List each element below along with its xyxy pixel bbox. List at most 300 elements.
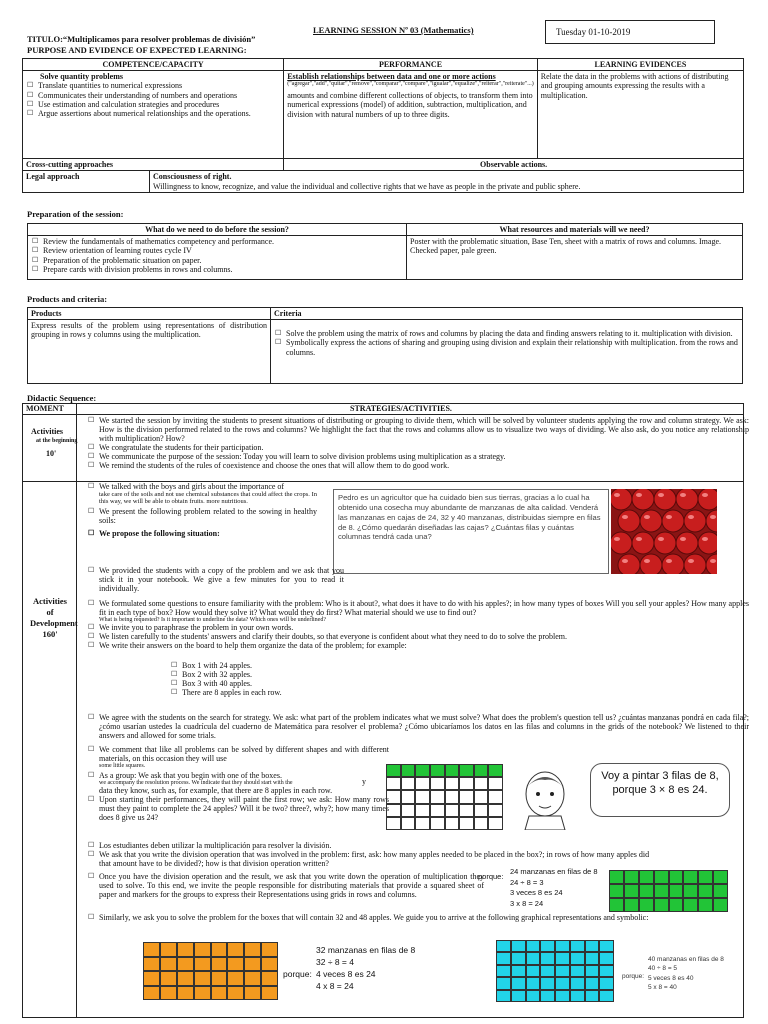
capacity-list: [26, 81, 280, 118]
apple-highlight: [680, 537, 686, 541]
grid-cell: [669, 884, 684, 898]
grid-cell: [401, 817, 416, 830]
dev-list-b: [87, 745, 389, 822]
prep-task-item: ☐ Review the fundamentals of mathematics competency and performance.: [43, 237, 403, 246]
prep-task-item: ☐ Review orientation of learning routes cycle IV: [43, 246, 403, 255]
products-col2-header: Criteria: [271, 308, 743, 320]
dev-talk-text: We talked with the boys and girls about the importance of: [99, 482, 285, 491]
moment1-sub: at the beginning: [36, 438, 78, 444]
grid-cell: [540, 952, 555, 964]
grid-cell: [430, 764, 445, 777]
grid-cell: [555, 965, 570, 977]
calc-line: 24 manzanas en filas de 8: [510, 867, 598, 876]
apple-shape: [676, 489, 698, 510]
grid-cell: [177, 986, 194, 1001]
grid-cell: [227, 942, 244, 957]
grid-cell: [430, 817, 445, 830]
apple-shape: [611, 489, 632, 510]
grid-cell: [459, 790, 474, 803]
dev-write: ☐ We write their answers on the board to help them organize the data of the problem; for example:: [99, 641, 749, 650]
moment1-title: Activities: [31, 427, 63, 436]
grid-cell: [669, 898, 684, 912]
begin-list: [87, 416, 749, 470]
evidence-cell: [537, 71, 743, 159]
grid-cell: [474, 804, 489, 817]
grid-cell: [474, 764, 489, 777]
child-illustration: [515, 764, 575, 830]
grid-cell: [585, 965, 600, 977]
grid-cell: [488, 790, 503, 803]
approach-name: Legal approach: [23, 171, 150, 191]
calc-line: 24 ÷ 8 = 3: [510, 877, 544, 887]
grid-cell: [624, 884, 639, 898]
apple-highlight: [644, 559, 650, 563]
calc-line: 32 manzanas en filas de 8: [316, 945, 416, 955]
apple-shape: [676, 532, 698, 554]
dev-copy: [99, 566, 344, 593]
calc-line: 5 x 8 = 40: [648, 984, 677, 992]
dev-questions-text: We formulated some questions to ensure familiarity with the problem: Who is it about?, what does it have to do with his apples?; in how many types of boxes Will you sell your apples? How many apples fit in each type of box? How would they solve it? What would they do first? What material should we use to find out?: [99, 599, 749, 617]
grid-cell: [511, 977, 526, 989]
grid-cell: [194, 971, 211, 986]
dev-once-list: [87, 872, 484, 899]
box-item: ☐ Box 1 with 24 apples.: [182, 661, 382, 670]
problem-text: Pedro es un agricultor que ha cuidado bien sus tierras, gracias a lo cual ha obtenido una cosecha muy abundante de manzanas de alta calidad. Venderá las manzanas en cajas de 24, 32 y 40 manzanas, distribuidas siempre en filas de 8. ¿Cómo quedarán diseñadas las cajas? ¿Cuántas filas y cuántas columnas tendrá cada una?: [338, 493, 601, 542]
product-cell: [28, 320, 271, 384]
dev-talk: [99, 482, 317, 505]
apple-shape: [618, 554, 640, 574]
grid-32-orange: [143, 942, 278, 1000]
products-heading: Products and criteria:: [27, 294, 108, 304]
grid-cell: [526, 990, 541, 1002]
grid-cell: [244, 971, 261, 986]
grid-cell: [624, 870, 639, 884]
apple-highlight: [636, 537, 642, 541]
approach-row: [23, 171, 744, 193]
apple-shape: [662, 554, 684, 574]
grid-cell: [639, 870, 654, 884]
grid-cell: [160, 957, 177, 972]
approach-title: Consciousness of right.: [153, 172, 232, 182]
moment1-time: 10': [46, 449, 57, 458]
dev-agree-list: [87, 713, 749, 740]
dev-similar-list: [87, 913, 749, 922]
grid-cell: [415, 764, 430, 777]
apple-highlight: [688, 559, 694, 563]
grid-cell: [401, 764, 416, 777]
grid-cell: [386, 790, 401, 803]
dev-once: ☐ Once you have the division operation and the result, we ask that you write down the operation of multiplication they used to solve. To this end, we invite the people responsible for distributing materials that provide a squared sheet of paper and markers for the groups to express their Representations using grids in rows and columns.: [99, 872, 484, 899]
products-table: [27, 307, 743, 384]
grid-cell: [445, 817, 460, 830]
grid-cell: [683, 884, 698, 898]
grid-cell: [654, 898, 669, 912]
strategies-header: STRATEGIES/ACTIVITIES.: [350, 404, 452, 413]
grid-24-sketch: [386, 764, 503, 830]
apple-shape: [640, 554, 662, 574]
grid-cell: [386, 764, 401, 777]
calc-line: 32 ÷ 8 = 4: [316, 956, 354, 967]
grid-cell: [540, 977, 555, 989]
grid-cell: [194, 957, 211, 972]
apple-shape: [654, 532, 676, 554]
apple-shape: [618, 510, 640, 532]
grid-cell: [609, 898, 624, 912]
apple-highlight: [636, 493, 642, 497]
dev-write-div: ☐ We ask that you write the division operation that was involved in the problem: first, ask: how many apples needed to be placed in the box?; in rows of how many apples did that amount have to be divided?; how is that division operation written?: [99, 850, 659, 868]
grid-cell: [194, 986, 211, 1001]
grid-cell: [459, 777, 474, 790]
dev-propose: ☐ We propose the following situation:: [99, 529, 317, 538]
grid-cell: [386, 817, 401, 830]
dev-group-rest: data they know, such as, for example, that there are 8 apples in each row.: [99, 786, 333, 795]
prep-task-list: [31, 237, 403, 274]
grid-cell: [540, 990, 555, 1002]
grid-cell: [698, 884, 713, 898]
grid-cell: [511, 952, 526, 964]
observable-header: Observable actions.: [284, 159, 744, 171]
cross-header: Cross-cutting approaches: [23, 159, 284, 171]
capacity-item: ☐ Use estimation and calculation strategies and procedures: [38, 100, 280, 109]
grid-cell: [261, 971, 278, 986]
grid-cell: [526, 952, 541, 964]
grid-cell: [683, 898, 698, 912]
grid-cell: [639, 898, 654, 912]
grid-cell: [430, 790, 445, 803]
titulo: TITULO:“Multiplicamos para resolver problemas de división”: [27, 34, 256, 44]
criteria-list: [274, 329, 739, 357]
apple-highlight: [680, 493, 686, 497]
grid-cell: [624, 898, 639, 912]
prep-tasks-cell: [28, 236, 407, 280]
grid-cell: [511, 990, 526, 1002]
grid-cell: [713, 898, 728, 912]
competence-header: COMPETENCE/CAPACITY: [23, 59, 284, 71]
didactic-heading: Didactic Sequence:: [27, 393, 97, 403]
grid-cell: [227, 986, 244, 1001]
calc-line: 4 x 8 = 24: [316, 980, 354, 991]
grid-cell: [585, 940, 600, 952]
calc-line: 40 manzanas en filas de 8: [648, 956, 724, 963]
dev-comment-small: some little squares.: [99, 763, 146, 769]
apple-highlight: [614, 493, 620, 497]
capacity-item: ☐ Argue assertions about numerical relationships and the operations.: [38, 109, 280, 118]
calc-line: 3 veces 8 es 24: [510, 888, 563, 897]
capacity-item: ☐ Translate quantities to numerical expressions: [38, 81, 280, 90]
prep-col1-header: What do we need to do before the session?: [28, 224, 407, 236]
grid-cell: [386, 777, 401, 790]
calc-line: 4 veces 8 es 24: [316, 968, 376, 979]
grid-cell: [401, 804, 416, 817]
grid-cell: [430, 804, 445, 817]
competence-table: [22, 58, 744, 193]
calc-24: [510, 867, 598, 909]
grid-cell: [261, 957, 278, 972]
calc-32: [316, 945, 415, 993]
grid-cell: [639, 884, 654, 898]
apple-shape: [640, 510, 662, 532]
grid-cell: [488, 764, 503, 777]
grid-cell: [496, 990, 511, 1002]
prep-col2-header: What resources and materials will we need?: [407, 224, 743, 236]
grid-cell: [488, 817, 503, 830]
begin-item: ☐ We communicate the purpose of the session: Today you will learn to solve division problems using multiplication as a strategy.: [99, 452, 749, 461]
apple-highlight: [658, 493, 664, 497]
dev-comment-text: We comment that like all problems can be solved by different shapes and with different materials, on this occasion they will use: [99, 745, 389, 763]
date-text: Tuesday 01-10-2019: [556, 27, 631, 37]
dev-intro: [87, 482, 317, 538]
dev-questions: [99, 599, 749, 623]
grid-cell: [570, 940, 585, 952]
apple-highlight: [702, 537, 708, 541]
dev-comment: [99, 745, 389, 769]
grid-cell: [555, 977, 570, 989]
grid-cell: [211, 986, 228, 1001]
grid-cell: [459, 817, 474, 830]
dev-copy-text: We provided the students with a copy of the problem and we ask that you stick it in your notebook. We give a few minutes for you to read it individually.: [99, 566, 344, 593]
grid-cell: [488, 777, 503, 790]
criteria-item: ☐ Solve the problem using the matrix of rows and columns by placing the data and finding answers relating to it. multiplication with division.: [286, 329, 739, 338]
apple-highlight: [710, 559, 716, 563]
date-box: [545, 20, 715, 44]
box-item: ☐ Box 2 with 32 apples.: [182, 670, 382, 679]
dev-group-small: we accompany the resolution process. We indicate that they should start with the: [99, 780, 293, 786]
products-col1-header: Products: [28, 308, 271, 320]
grid-cell: [143, 971, 160, 986]
grid-cell: [415, 817, 430, 830]
prep-task-item: ☐ Prepare cards with division problems in rows and columns.: [43, 265, 403, 274]
apple-highlight: [702, 493, 708, 497]
apple-shape: [698, 489, 717, 510]
grid-cell: [474, 777, 489, 790]
performance-small: ("agregar","add","quitar","remove","comparar","compare","igualar","equalize","reiterar","reiterate"...): [287, 81, 534, 88]
grid-cell: [570, 990, 585, 1002]
grid-cell: [526, 977, 541, 989]
calc-line: 40 ÷ 8 = 5: [648, 965, 678, 973]
divider: [76, 403, 77, 1018]
grid-cell: [227, 957, 244, 972]
apple-highlight: [666, 559, 672, 563]
dev-upon: ☐ Upon starting their performances, they will paint the first row; we ask: How many rows must they paint to complete the 24 apples? Will it be two? three?, why?; how many times does 8 give us 24?: [99, 795, 389, 822]
dev-group-y: y: [362, 777, 366, 786]
grid-cell: [570, 965, 585, 977]
grid-cell: [669, 870, 684, 884]
session-title: LEARNING SESSION Nº 03 (Mathematics): [313, 25, 474, 35]
begin-item: ☐ We started the session by inviting the students to present situations of distributing or grouping to divide them, which will be solved by volunteer students applying the row and column strategy. We ask: How is the division performed related to the rows and columns? We highlight the fact that the rows and columns allow us to visualize two ways of dividing. We also ask, do you notice any relationship with multiplication? How?: [99, 416, 749, 443]
moment2-title-line: Activities: [33, 596, 67, 606]
speech-bubble: [590, 763, 730, 817]
grid-cell: [160, 971, 177, 986]
apple-highlight: [622, 559, 628, 563]
grid-cell: [177, 971, 194, 986]
dev-los: ☐ Los estudiantes deben utilizar la multiplicación para resolver la división.: [99, 841, 749, 850]
boxes-list: [170, 661, 382, 697]
porque-label: porque:: [478, 872, 504, 881]
apple-shape: [632, 489, 654, 510]
criteria-cell: [271, 320, 743, 384]
apple-shape: [684, 554, 706, 574]
apple-highlight: [710, 515, 716, 519]
grid-cell: [585, 977, 600, 989]
grid-cell: [496, 940, 511, 952]
apple-highlight: [622, 515, 628, 519]
grid-cell: [540, 940, 555, 952]
grid-cell: [244, 986, 261, 1001]
moment2-title-line: of: [46, 607, 54, 618]
dev-paraphrase: ☐ We invite you to paraphrase the problem in your own words.: [99, 623, 749, 632]
dev-agree: ☐ We agree with the students on the search for strategy. We ask: what part of the problem indicates what we must solve? What does the problem's question tell us? ¿cuántas manzanas pondrá en cada fila?; ¿cómo usarían ustedes la cuadrícula del cuaderno de Matemática para resolver el problema? ¿Cómo ubicaríamos los datos en las filas and columns in the grids of the notebook? We listened to their answers and allowed for some trials.: [99, 713, 749, 740]
apple-shape: [698, 532, 717, 554]
dev-los-list: [87, 841, 749, 868]
apple-shape: [662, 510, 684, 532]
grid-cell: [496, 977, 511, 989]
grid-cell: [713, 870, 728, 884]
grid-cell: [386, 804, 401, 817]
apple-shape: [632, 532, 654, 554]
calc-line: 5 veces 8 es 40: [648, 974, 694, 982]
box-item: ☐ There are 8 apples in each row.: [182, 688, 382, 697]
grid-cell: [609, 884, 624, 898]
moment2-title-line: Development: [30, 618, 78, 629]
grid-cell: [177, 957, 194, 972]
grid-cell: [261, 942, 278, 957]
grid-cell: [160, 986, 177, 1001]
dev-questions-small: What is being requested? Is it important to underline the data? Which ones will be underlined?: [99, 617, 326, 623]
grid-cell: [459, 804, 474, 817]
moment-header: MOMENT: [26, 404, 64, 413]
prep-task-item: ☐ Preparation of the problematic situation on paper.: [43, 256, 403, 265]
grid-cell: [698, 870, 713, 884]
grid-cell: [540, 965, 555, 977]
criteria-item: ☐ Symbolically express the actions of sharing and grouping using division and explain their relationship with multiplication. from the rows and columns.: [286, 338, 739, 356]
grid-cell: [599, 952, 614, 964]
grid-cell: [211, 971, 228, 986]
grid-cell: [143, 986, 160, 1001]
apple-shape: [706, 510, 717, 532]
grid-cell: [401, 790, 416, 803]
grid-cell: [143, 957, 160, 972]
approach-text: Willingness to know, recognize, and value the individual and collective rights that we have as people in the private and public sphere.: [153, 181, 581, 191]
grid-cell: [555, 990, 570, 1002]
capacity-item: ☐ Communicates their understanding of numbers and operations: [38, 91, 280, 100]
grid-cell: [143, 942, 160, 957]
grid-cell: [401, 777, 416, 790]
grid-cell: [415, 790, 430, 803]
grid-cell: [511, 965, 526, 977]
grid-cell: [211, 957, 228, 972]
divider: [22, 414, 744, 415]
apple-highlight: [688, 515, 694, 519]
calc-40: [648, 955, 724, 993]
grid-cell: [445, 790, 460, 803]
grid-cell: [526, 940, 541, 952]
competence-cell: [23, 71, 284, 159]
grid-cell: [585, 990, 600, 1002]
grid-cell: [430, 777, 445, 790]
grid-cell: [194, 942, 211, 957]
child-face-icon: [515, 764, 575, 830]
performance-text: amounts and combine different collections of objects, to transform them into numerical expressions (model) of addition, subtraction, multiplication, and division with natural numbers of up to three digits.: [287, 91, 533, 119]
grid-cell: [599, 940, 614, 952]
grid-cell: [654, 870, 669, 884]
evidence-text: Relate the data in the problems with actions of distributing and grouping amounts expressing the results with a multiplication.: [540, 72, 729, 100]
grid-cell: [459, 764, 474, 777]
dev-list-a: [87, 599, 749, 650]
grid-cell: [445, 804, 460, 817]
moment2-time: 160': [42, 629, 58, 640]
evidence-header: LEARNING EVIDENCES: [537, 59, 743, 71]
grid-40-cyan: [496, 940, 614, 1002]
grid-cell: [496, 952, 511, 964]
dev-similar: ☐ Similarly, we ask you to solve the problem for the boxes that will contain 32 and 48 apples. We guide you to arrive at the following graphical representations and symbolic:: [99, 913, 749, 922]
grid-cell: [570, 977, 585, 989]
apple-highlight: [658, 537, 664, 541]
problem-box: [333, 489, 609, 574]
dev-listen: ☐ We listen carefully to the students' answers and clarify their doubts, so that everyone is confident about what they need to do to solve the problem.: [99, 632, 749, 641]
dev-group-text: As a group: We ask that you begin with one of the boxes.: [99, 771, 282, 780]
grid-cell: [474, 790, 489, 803]
grid-cell: [261, 986, 278, 1001]
grid-cell: [599, 977, 614, 989]
grid-cell: [445, 764, 460, 777]
apples-image: [611, 489, 717, 574]
begin-item: ☐ We congratulate the students for their participation.: [99, 443, 749, 452]
apple-highlight: [614, 537, 620, 541]
grid-cell: [415, 804, 430, 817]
dev-group: [99, 771, 389, 795]
calc-line: 3 x 8 = 24: [510, 898, 544, 908]
grid-cell: [526, 965, 541, 977]
grid-cell: [713, 884, 728, 898]
begin-item: ☐ We remind the students of the rules of coexistence and choose the ones that will allow them to do good work.: [99, 461, 749, 470]
dev-present: ☐ We present the following problem related to the sowing in healthy soils:: [99, 507, 317, 525]
apple-shape: [611, 532, 632, 554]
grid-cell: [445, 777, 460, 790]
grid-cell: [683, 870, 698, 884]
grid-cell: [654, 884, 669, 898]
grid-24-green: [609, 870, 728, 912]
grid-cell: [609, 870, 624, 884]
apples-photo: [611, 489, 717, 574]
grid-cell: [599, 965, 614, 977]
preparation-table: [27, 223, 743, 280]
apple-shape: [684, 510, 706, 532]
grid-cell: [488, 804, 503, 817]
grid-cell: [555, 952, 570, 964]
grid-cell: [496, 965, 511, 977]
grid-cell: [474, 817, 489, 830]
apple-shape: [654, 489, 676, 510]
apple-highlight: [666, 515, 672, 519]
grid-cell: [244, 957, 261, 972]
grid-cell: [570, 952, 585, 964]
moment2-title: [30, 596, 78, 640]
grid-cell: [415, 777, 430, 790]
apple-shape: [706, 554, 717, 574]
grid-cell: [244, 942, 261, 957]
speech-text: Voy a pintar 3 filas de 8, porque 3 × 8 es 24.: [601, 770, 719, 797]
box-item: ☐ Box 3 with 40 apples.: [182, 679, 382, 688]
grid-cell: [177, 942, 194, 957]
purpose-heading: PURPOSE AND EVIDENCE OF EXPECTED LEARNING:: [27, 45, 247, 55]
product-text: Express results of the problem using representations of distribution grouping in rows y columns using the multiplication.: [31, 321, 267, 340]
dev-copy-list: [87, 566, 344, 593]
competence-title: Solve quantity problems: [40, 72, 123, 82]
grid-cell: [555, 940, 570, 952]
prep-resources-text: Poster with the problematic situation, Base Ten, sheet with a matrix of rows and columns. Image. Checked paper, pale green.: [410, 237, 722, 256]
grid-cell: [585, 952, 600, 964]
performance-cell: [284, 71, 538, 159]
